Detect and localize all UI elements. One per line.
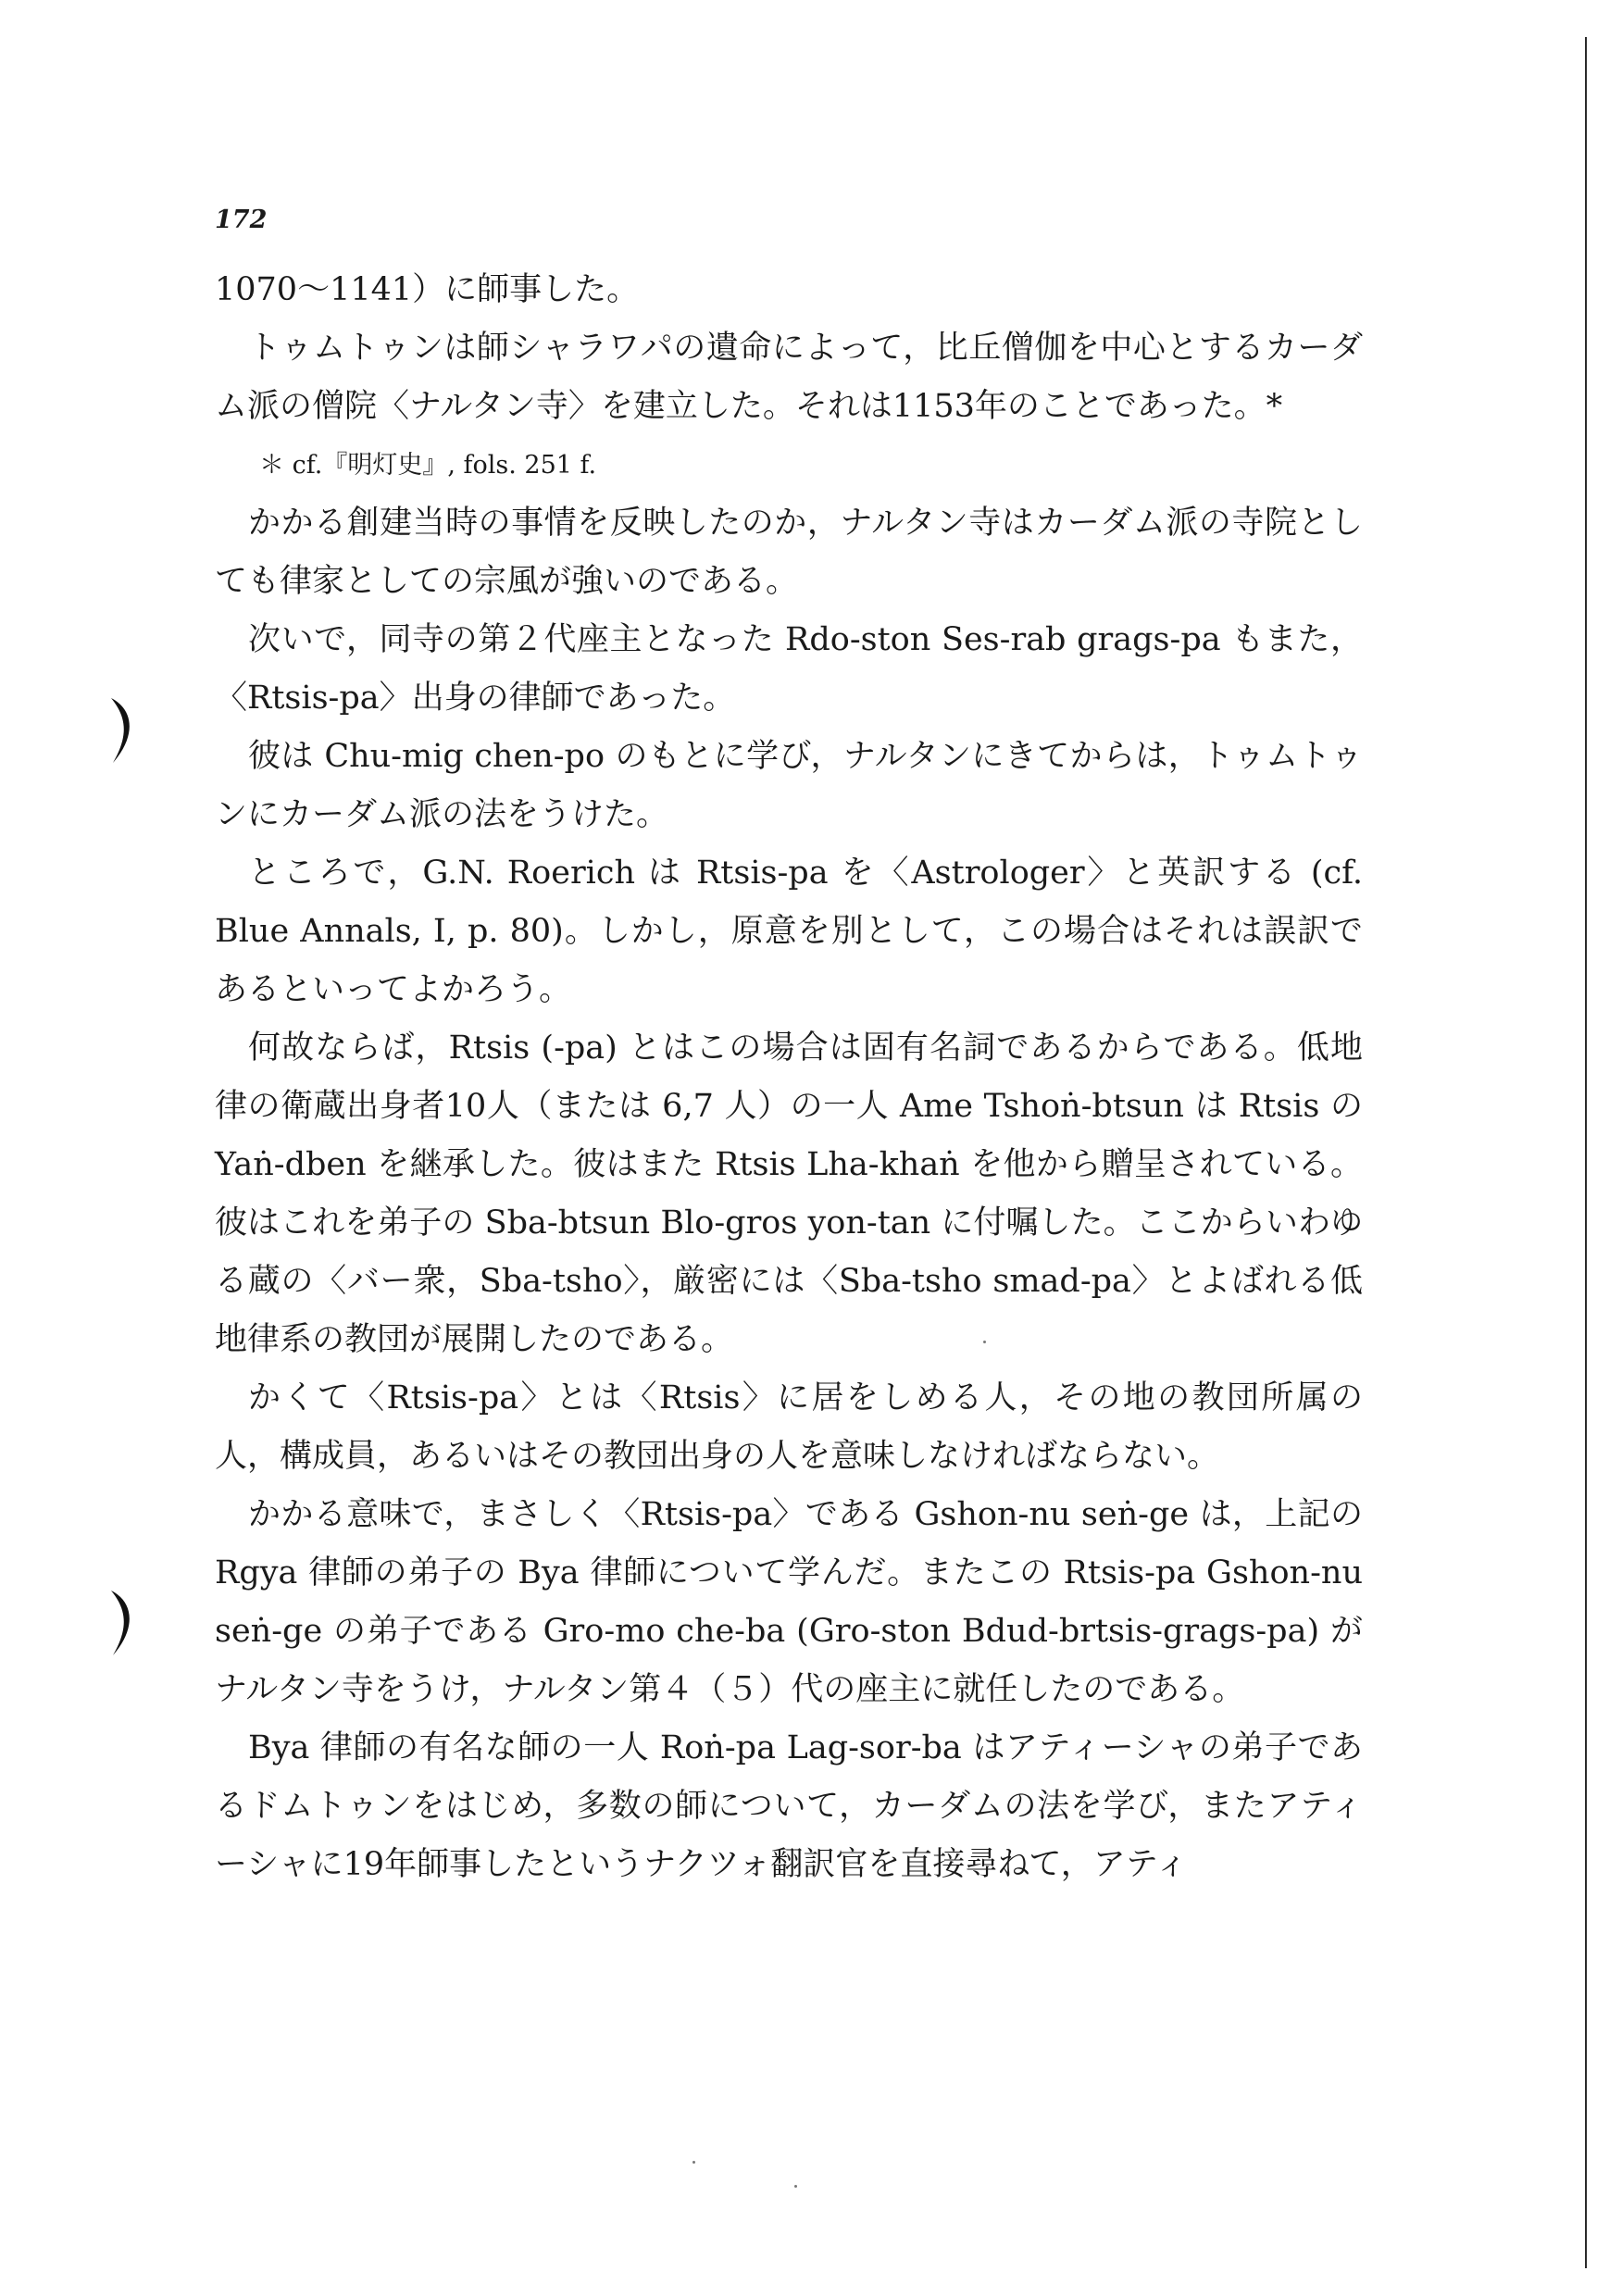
paragraph: ところで，G.N. Roerich は Rtsis-pa を〈Astrologer〉と英訳する (cf. Blue Annals, I, p. 80)。しかし，原意を別として，この場合はそれは誤訳であるといってよかろう。 (215, 855, 1363, 1008)
binding-hole-mark (109, 1589, 137, 1657)
paragraph: 彼は Chu-mig chen-po のもとに学び，ナルタンにきてからは，トゥムトゥンにカーダム派の法をうけた。 (215, 738, 1363, 833)
scan-speck (692, 2161, 695, 2164)
binding-hole-mark (109, 696, 137, 765)
body-text (215, 261, 1363, 1894)
paragraph: トゥムトゥンは師シャラワパの遺命によって，比丘僧伽を中心とするカーダム派の僧院〈ナルタン寺〉を建立した。それは1153年のことであった。* (215, 330, 1363, 425)
page-number: 172 (215, 206, 268, 234)
footnote: ＊ cf.『明灯史』, fols. 251 f. (259, 451, 597, 480)
paragraph: 1070～1141）に師事した。 (215, 271, 640, 308)
paragraph: 次いで，同寺の第２代座主となった Rdo-ston Ses-rab grags-pa もまた，〈Rtsis-pa〉出身の律師であった。 (215, 621, 1363, 717)
page-edge-rule (1585, 37, 1587, 2268)
paragraph: 何故ならば，Rtsis (-pa) とはこの場合は固有名詞であるからである。低地律の衛蔵出身者10人（または 6,7 人）の一人 Ame Tshoṅ-btsun は Rtsis の Yaṅ-dben を継承した。彼はまた Rtsis Lha-khaṅ を他から贈呈されている。彼はこれを弟子の Sba-btsun Blo-gros yon-tan に付嘱した。ここからいわゆる蔵の〈バー衆，Sba-tsho〉，厳密には〈Sba-tsho smad-pa〉とよばれる低地律系の教団が展開したのである。 (215, 1029, 1363, 1358)
scan-speck (794, 2185, 797, 2188)
paragraph: かかる意味で，まさしく〈Rtsis-pa〉である Gshon-nu seṅ-ge は，上記の Rgya 律師の弟子の Bya 律師について学んだ。またこの Rtsis-pa Gshon-nu seṅ-ge の弟子である Gro-mo che-ba (Gro-ston Bdud-brtsis-grags-pa) がナルタン寺をうけ，ナルタン第４（５）代の座主に就任したのである。 (215, 1496, 1363, 1708)
paragraph: かくて〈Rtsis-pa〉とは〈Rtsis〉に居をしめる人，その地の教団所属の人，構成員，あるいはその教団出身の人を意味しなければならない。 (215, 1379, 1363, 1475)
paragraph: かかる創建当時の事情を反映したのか，ナルタン寺はカーダム派の寺院としても律家としての宗風が強いのである。 (215, 505, 1363, 600)
paragraph: Bya 律師の有名な師の一人 Roṅ-pa Lag-sor-ba はアティーシャの弟子であるドムトゥンをはじめ，多数の師について，カーダムの法を学び，またアティーシャに19年師事したというナクツォ翻訳官を直接尋ねて，アティ (215, 1729, 1363, 1883)
